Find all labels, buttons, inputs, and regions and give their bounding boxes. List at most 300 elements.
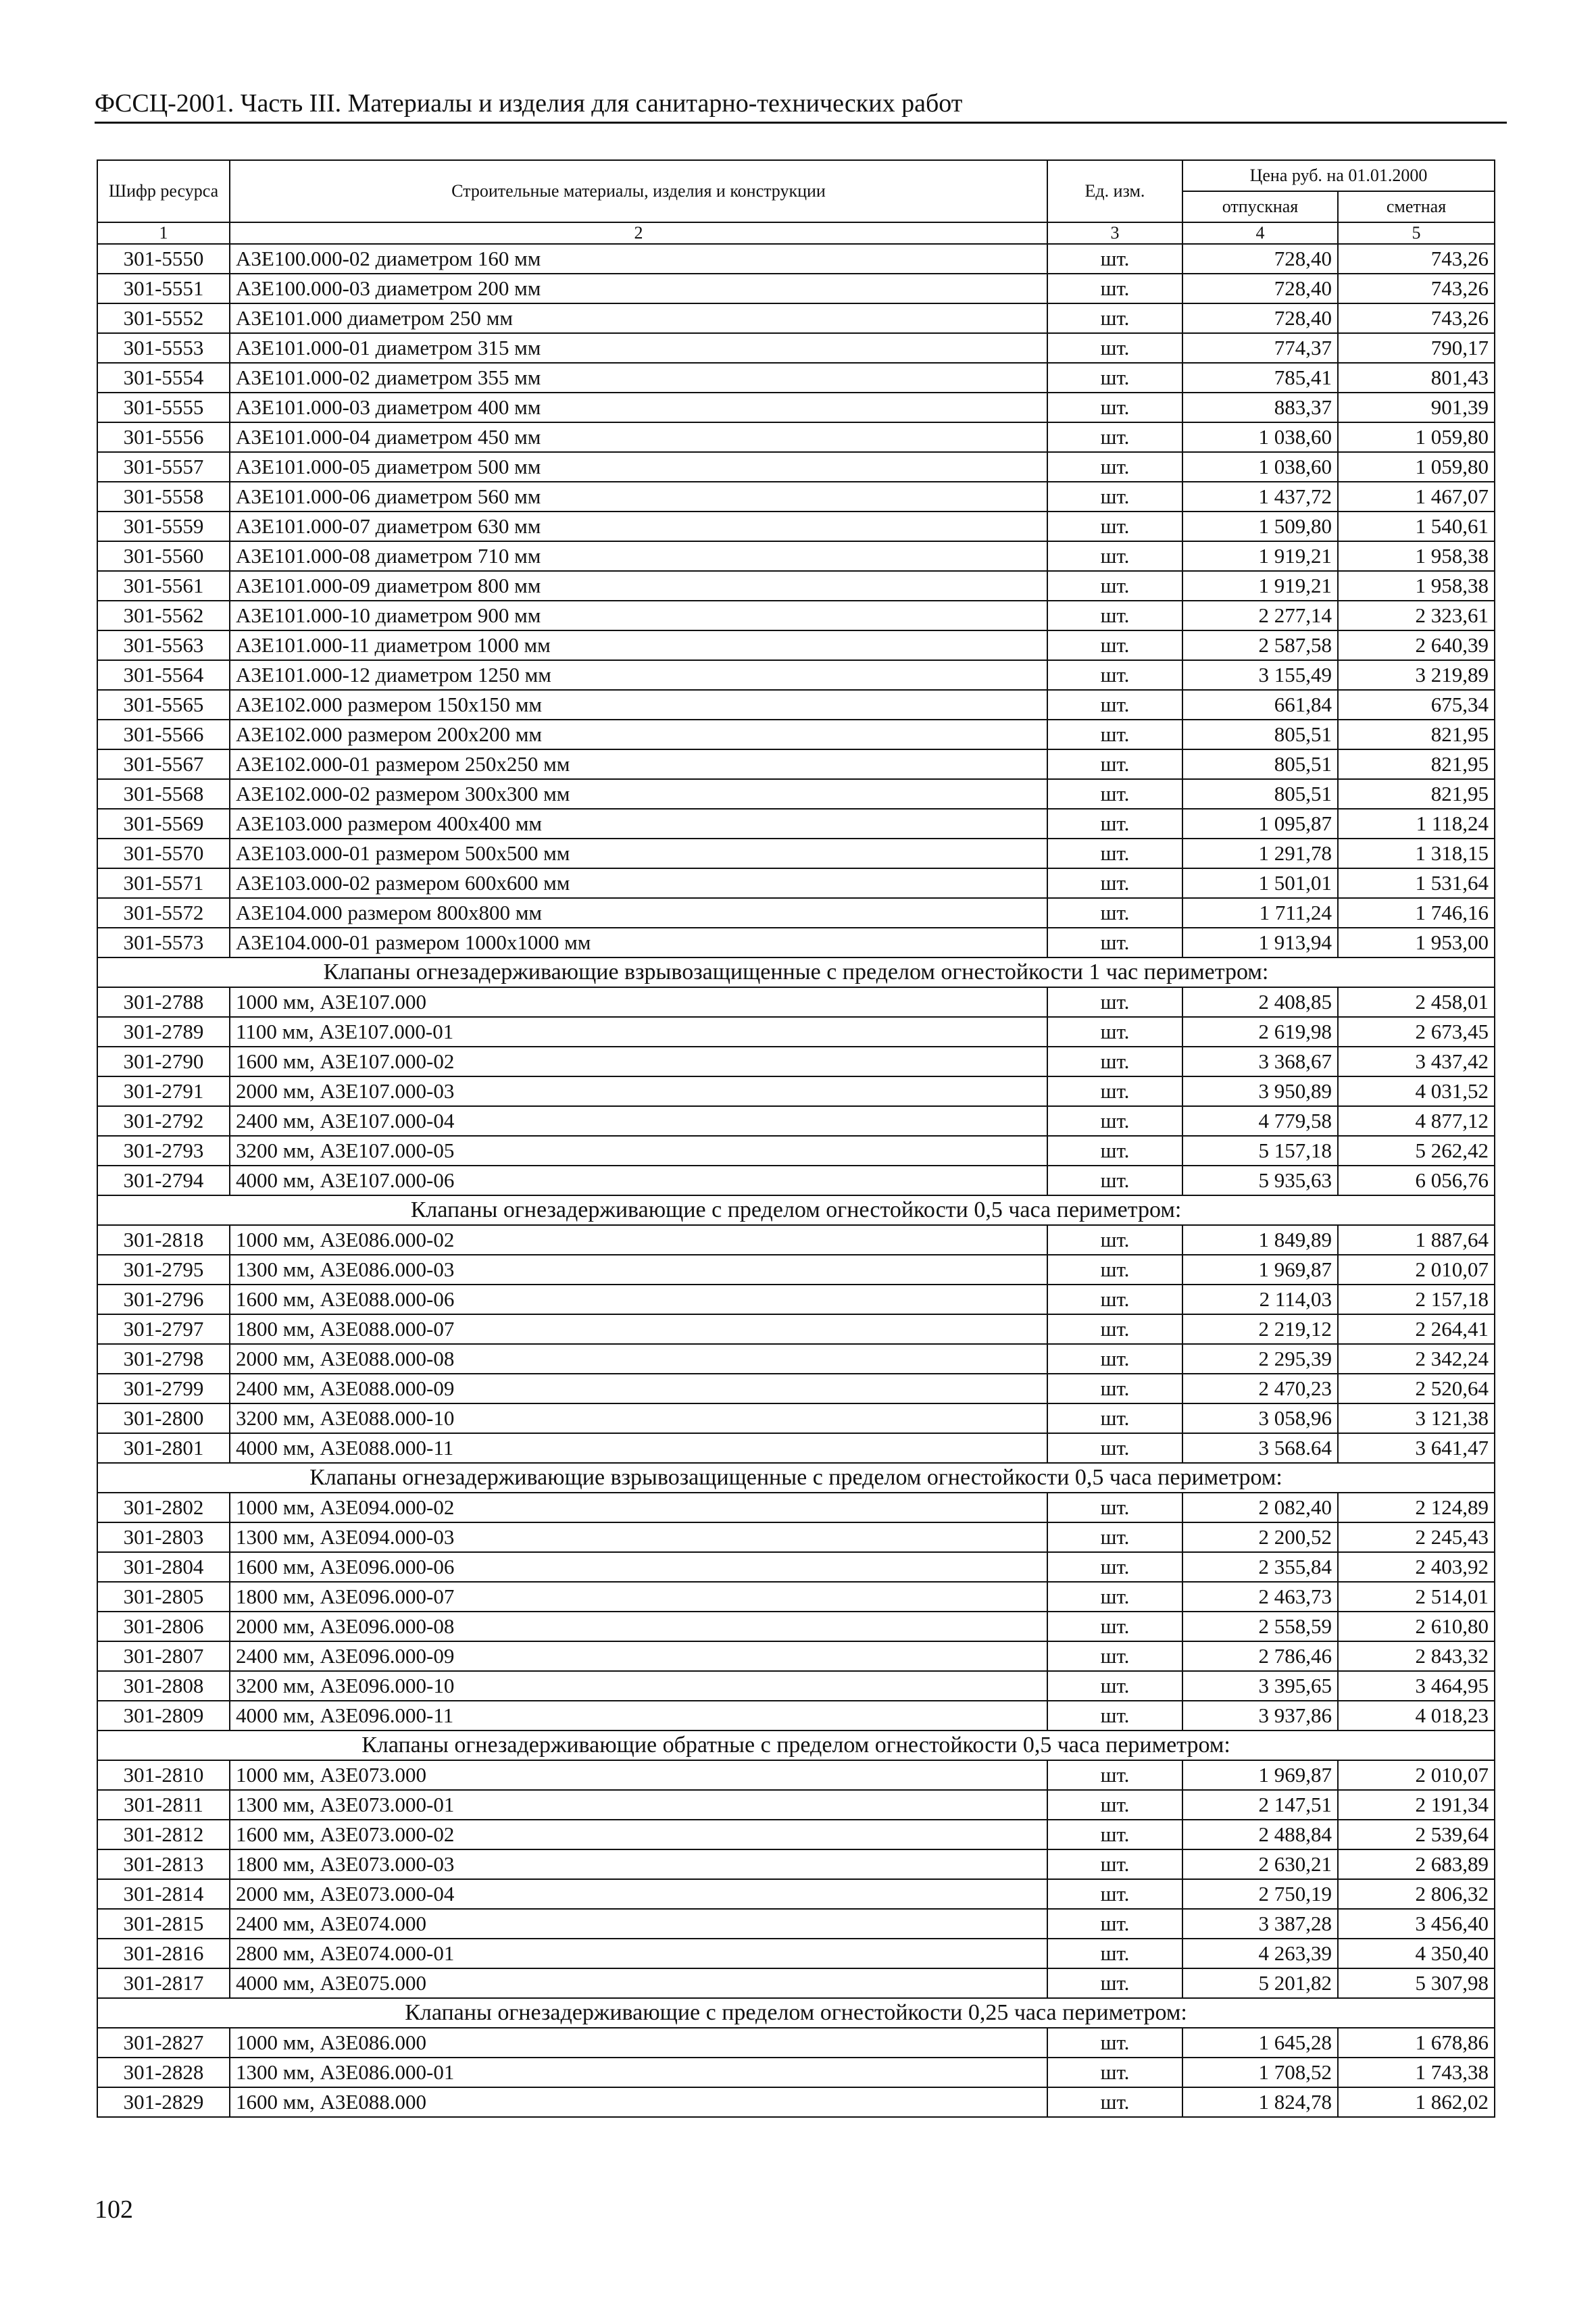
- table-row: [97, 393, 1495, 422]
- cell-unit: шт.: [1047, 541, 1182, 571]
- section-row: [97, 1463, 1495, 1493]
- cell-estimate-price: 2 806,32: [1338, 1879, 1495, 1909]
- cell-estimate-price: 743,26: [1338, 274, 1495, 303]
- col-header-code: Шифр ресурса: [97, 160, 230, 222]
- cell-estimate-price: 1 746,16: [1338, 898, 1495, 928]
- cell-unit: шт.: [1047, 839, 1182, 868]
- cell-code: 301-2800: [97, 1403, 230, 1433]
- section-heading: Клапаны огнезадерживающие с пределом огнестойкости 0,25 часа периметром:: [97, 1998, 1495, 2028]
- cell-estimate-price: 1 059,80: [1338, 422, 1495, 452]
- cell-name: А3Е101.000-07 диаметром 630 мм: [230, 512, 1047, 541]
- column-number: 3: [1047, 222, 1182, 244]
- cell-name: А3Е101.000-11 диаметром 1000 мм: [230, 630, 1047, 660]
- cell-estimate-price: 5 262,42: [1338, 1136, 1495, 1166]
- cell-code: 301-5569: [97, 809, 230, 839]
- cell-name: 1300 мм, А3Е086.000-03: [230, 1255, 1047, 1285]
- cell-release-price: 1 849,89: [1182, 1225, 1338, 1255]
- cell-estimate-price: 3 437,42: [1338, 1047, 1495, 1076]
- cell-code: 301-5559: [97, 512, 230, 541]
- cell-unit: шт.: [1047, 1641, 1182, 1671]
- cell-code: 301-2794: [97, 1166, 230, 1195]
- cell-code: 301-5564: [97, 660, 230, 690]
- cell-unit: шт.: [1047, 452, 1182, 482]
- cell-estimate-price: 4 350,40: [1338, 1939, 1495, 1968]
- cell-code: 301-2799: [97, 1374, 230, 1403]
- cell-name: 2000 мм, А3Е096.000-08: [230, 1612, 1047, 1641]
- cell-code: 301-2804: [97, 1552, 230, 1582]
- cell-unit: шт.: [1047, 571, 1182, 601]
- col-header-estimate: сметная: [1338, 191, 1495, 222]
- cell-name: А3Е101.000-06 диаметром 560 мм: [230, 482, 1047, 512]
- table-row: [97, 1017, 1495, 1047]
- cell-code: 301-5550: [97, 244, 230, 274]
- col-header-unit: Ед. изм.: [1047, 160, 1182, 222]
- cell-estimate-price: 2 610,80: [1338, 1612, 1495, 1641]
- cell-release-price: 4 263,39: [1182, 1939, 1338, 1968]
- col-header-name: Строительные материалы, изделия и конструкции: [230, 160, 1047, 222]
- section-row: [97, 957, 1495, 987]
- cell-name: А3Е103.000-02 размером 600x600 мм: [230, 868, 1047, 898]
- section-heading: Клапаны огнезадерживающие с пределом огнестойкости 0,5 часа периметром:: [97, 1195, 1495, 1225]
- cell-code: 301-2792: [97, 1106, 230, 1136]
- cell-unit: шт.: [1047, 1493, 1182, 1522]
- cell-estimate-price: 3 641,47: [1338, 1433, 1495, 1463]
- cell-code: 301-5573: [97, 928, 230, 957]
- cell-code: 301-5567: [97, 749, 230, 779]
- section-heading: Клапаны огнезадерживающие обратные с пределом огнестойкости 0,5 часа периметром:: [97, 1731, 1495, 1760]
- cell-release-price: 1 919,21: [1182, 541, 1338, 571]
- cell-estimate-price: 2 191,34: [1338, 1790, 1495, 1820]
- table-row: [97, 1582, 1495, 1612]
- table-row: [97, 898, 1495, 928]
- cell-name: 3200 мм, А3Е107.000-05: [230, 1136, 1047, 1166]
- table-row: [97, 452, 1495, 482]
- cell-release-price: 1 708,52: [1182, 2058, 1338, 2087]
- cell-estimate-price: 2 640,39: [1338, 630, 1495, 660]
- table-row: [97, 1671, 1495, 1701]
- cell-estimate-price: 901,39: [1338, 393, 1495, 422]
- section-row: [97, 1195, 1495, 1225]
- table-row: [97, 749, 1495, 779]
- table-row: [97, 1433, 1495, 1463]
- table-row: [97, 244, 1495, 274]
- table-row: [97, 1612, 1495, 1641]
- cell-release-price: 1 711,24: [1182, 898, 1338, 928]
- table-row: [97, 987, 1495, 1017]
- cell-name: 4000 мм, А3Е075.000: [230, 1968, 1047, 1998]
- cell-name: 2800 мм, А3Е074.000-01: [230, 1939, 1047, 1968]
- cell-unit: шт.: [1047, 1879, 1182, 1909]
- table-row: [97, 1255, 1495, 1285]
- cell-name: 1000 мм, А3Е086.000-02: [230, 1225, 1047, 1255]
- cell-unit: шт.: [1047, 1285, 1182, 1314]
- cell-estimate-price: 1 958,38: [1338, 571, 1495, 601]
- cell-name: 1300 мм, А3Е073.000-01: [230, 1790, 1047, 1820]
- table-row: [97, 809, 1495, 839]
- cell-name: А3Е102.000-02 размером 300x300 мм: [230, 779, 1047, 809]
- table-row: [97, 1790, 1495, 1820]
- cell-estimate-price: 821,95: [1338, 749, 1495, 779]
- cell-unit: шт.: [1047, 512, 1182, 541]
- cell-estimate-price: 1 467,07: [1338, 482, 1495, 512]
- cell-estimate-price: 2 514,01: [1338, 1582, 1495, 1612]
- cell-unit: шт.: [1047, 1968, 1182, 1998]
- cell-release-price: 2 219,12: [1182, 1314, 1338, 1344]
- cell-name: 1600 мм, А3Е107.000-02: [230, 1047, 1047, 1076]
- cell-code: 301-5565: [97, 690, 230, 720]
- cell-name: 1600 мм, А3Е073.000-02: [230, 1820, 1047, 1849]
- table-row: [97, 1136, 1495, 1166]
- cell-name: А3Е101.000-05 диаметром 500 мм: [230, 452, 1047, 482]
- cell-code: 301-2809: [97, 1701, 230, 1731]
- cell-release-price: 2 114,03: [1182, 1285, 1338, 1314]
- cell-name: А3Е101.000-04 диаметром 450 мм: [230, 422, 1047, 452]
- cell-release-price: 2 619,98: [1182, 1017, 1338, 1047]
- cell-unit: шт.: [1047, 2087, 1182, 2117]
- cell-unit: шт.: [1047, 779, 1182, 809]
- cell-name: 1600 мм, А3Е088.000-06: [230, 1285, 1047, 1314]
- cell-estimate-price: 2 245,43: [1338, 1522, 1495, 1552]
- cell-unit: шт.: [1047, 1314, 1182, 1344]
- cell-estimate-price: 5 307,98: [1338, 1968, 1495, 1998]
- cell-estimate-price: 2 264,41: [1338, 1314, 1495, 1344]
- cell-name: А3Е101.000-03 диаметром 400 мм: [230, 393, 1047, 422]
- cell-name: 1300 мм, А3Е086.000-01: [230, 2058, 1047, 2087]
- cell-name: А3Е100.000-02 диаметром 160 мм: [230, 244, 1047, 274]
- cell-estimate-price: 2 323,61: [1338, 601, 1495, 630]
- cell-code: 301-5554: [97, 363, 230, 393]
- cell-code: 301-2813: [97, 1849, 230, 1879]
- cell-unit: шт.: [1047, 1612, 1182, 1641]
- cell-release-price: 883,37: [1182, 393, 1338, 422]
- cell-release-price: 3 387,28: [1182, 1909, 1338, 1939]
- table-row: [97, 422, 1495, 452]
- table-row: [97, 1314, 1495, 1344]
- cell-code: 301-2818: [97, 1225, 230, 1255]
- cell-name: А3Е101.000-10 диаметром 900 мм: [230, 601, 1047, 630]
- cell-estimate-price: 3 121,38: [1338, 1403, 1495, 1433]
- col-header-release: отпускная: [1182, 191, 1338, 222]
- cell-release-price: 1 038,60: [1182, 422, 1338, 452]
- table-row: [97, 1106, 1495, 1136]
- table-row: [97, 1909, 1495, 1939]
- cell-code: 301-2798: [97, 1344, 230, 1374]
- cell-estimate-price: 1 958,38: [1338, 541, 1495, 571]
- cell-unit: шт.: [1047, 660, 1182, 690]
- cell-estimate-price: 2 458,01: [1338, 987, 1495, 1017]
- cell-unit: шт.: [1047, 630, 1182, 660]
- table-row: [97, 1879, 1495, 1909]
- cell-estimate-price: 1 118,24: [1338, 809, 1495, 839]
- cell-code: 301-2788: [97, 987, 230, 1017]
- cell-estimate-price: 821,95: [1338, 779, 1495, 809]
- cell-unit: шт.: [1047, 987, 1182, 1017]
- cell-code: 301-2812: [97, 1820, 230, 1849]
- table-row: [97, 512, 1495, 541]
- cell-name: 1800 мм, А3Е088.000-07: [230, 1314, 1047, 1344]
- cell-release-price: 2 082,40: [1182, 1493, 1338, 1522]
- cell-release-price: 728,40: [1182, 274, 1338, 303]
- table-row: [97, 303, 1495, 333]
- cell-code: 301-5552: [97, 303, 230, 333]
- cell-unit: шт.: [1047, 1909, 1182, 1939]
- cell-unit: шт.: [1047, 1522, 1182, 1552]
- cell-unit: шт.: [1047, 1225, 1182, 1255]
- cell-code: 301-2817: [97, 1968, 230, 1998]
- cell-estimate-price: 1 862,02: [1338, 2087, 1495, 2117]
- cell-unit: шт.: [1047, 1939, 1182, 1968]
- cell-unit: шт.: [1047, 928, 1182, 957]
- cell-release-price: 3 950,89: [1182, 1076, 1338, 1106]
- cell-release-price: 4 779,58: [1182, 1106, 1338, 1136]
- cell-code: 301-2816: [97, 1939, 230, 1968]
- cell-release-price: 2 587,58: [1182, 630, 1338, 660]
- cell-unit: шт.: [1047, 303, 1182, 333]
- cell-estimate-price: 1 540,61: [1338, 512, 1495, 541]
- cell-code: 301-2811: [97, 1790, 230, 1820]
- cell-release-price: 2 750,19: [1182, 1879, 1338, 1909]
- table-body: [97, 244, 1495, 2117]
- table-row: [97, 1493, 1495, 1522]
- cell-name: 4000 мм, А3Е107.000-06: [230, 1166, 1047, 1195]
- cell-unit: шт.: [1047, 1671, 1182, 1701]
- cell-code: 301-5558: [97, 482, 230, 512]
- table-row: [97, 1285, 1495, 1314]
- cell-release-price: 1 919,21: [1182, 571, 1338, 601]
- table-row: [97, 541, 1495, 571]
- cell-code: 301-2793: [97, 1136, 230, 1166]
- cell-estimate-price: 2 124,89: [1338, 1493, 1495, 1522]
- table-row: [97, 1820, 1495, 1849]
- cell-code: 301-5551: [97, 274, 230, 303]
- cell-code: 301-2789: [97, 1017, 230, 1047]
- price-table: [97, 159, 1495, 2118]
- section-heading: Клапаны огнезадерживающие взрывозащищенные с пределом огнестойкости 0,5 часа периметром:: [97, 1463, 1495, 1493]
- cell-release-price: 1 291,78: [1182, 839, 1338, 868]
- cell-estimate-price: 790,17: [1338, 333, 1495, 363]
- cell-unit: шт.: [1047, 749, 1182, 779]
- cell-code: 301-2803: [97, 1522, 230, 1552]
- table-row: [97, 660, 1495, 690]
- table-row: [97, 1374, 1495, 1403]
- cell-release-price: 805,51: [1182, 779, 1338, 809]
- cell-code: 301-2791: [97, 1076, 230, 1106]
- cell-code: 301-2795: [97, 1255, 230, 1285]
- table-row: [97, 779, 1495, 809]
- cell-release-price: 1 437,72: [1182, 482, 1338, 512]
- cell-code: 301-5562: [97, 601, 230, 630]
- cell-unit: шт.: [1047, 1433, 1182, 1463]
- cell-unit: шт.: [1047, 1076, 1182, 1106]
- cell-estimate-price: 821,95: [1338, 720, 1495, 749]
- cell-release-price: 5 201,82: [1182, 1968, 1338, 1998]
- table-row: [97, 1344, 1495, 1374]
- table-row: [97, 1760, 1495, 1790]
- cell-name: А3Е101.000 диаметром 250 мм: [230, 303, 1047, 333]
- cell-name: А3Е100.000-03 диаметром 200 мм: [230, 274, 1047, 303]
- cell-estimate-price: 1 531,64: [1338, 868, 1495, 898]
- table-row: [97, 1968, 1495, 1998]
- cell-name: 2000 мм, А3Е107.000-03: [230, 1076, 1047, 1106]
- cell-unit: шт.: [1047, 601, 1182, 630]
- cell-name: 2000 мм, А3Е088.000-08: [230, 1344, 1047, 1374]
- cell-release-price: 3 058,96: [1182, 1403, 1338, 1433]
- cell-name: 1000 мм, А3Е094.000-02: [230, 1493, 1047, 1522]
- column-numbers-row: [97, 222, 1495, 244]
- cell-unit: шт.: [1047, 1344, 1182, 1374]
- cell-estimate-price: 1 059,80: [1338, 452, 1495, 482]
- cell-release-price: 2 200,52: [1182, 1522, 1338, 1552]
- cell-code: 301-2807: [97, 1641, 230, 1671]
- cell-release-price: 785,41: [1182, 363, 1338, 393]
- cell-name: 1000 мм, А3Е107.000: [230, 987, 1047, 1017]
- cell-unit: шт.: [1047, 1136, 1182, 1166]
- cell-code: 301-2790: [97, 1047, 230, 1076]
- cell-unit: шт.: [1047, 1552, 1182, 1582]
- cell-release-price: 2 786,46: [1182, 1641, 1338, 1671]
- cell-name: А3Е103.000 размером 400x400 мм: [230, 809, 1047, 839]
- table-row: [97, 1849, 1495, 1879]
- cell-release-price: 1 095,87: [1182, 809, 1338, 839]
- cell-code: 301-5571: [97, 868, 230, 898]
- cell-code: 301-2796: [97, 1285, 230, 1314]
- cell-estimate-price: 801,43: [1338, 363, 1495, 393]
- table-row: [97, 601, 1495, 630]
- cell-unit: шт.: [1047, 333, 1182, 363]
- cell-release-price: 2 408,85: [1182, 987, 1338, 1017]
- cell-estimate-price: 2 539,64: [1338, 1820, 1495, 1849]
- cell-release-price: 661,84: [1182, 690, 1338, 720]
- column-number: 2: [230, 222, 1047, 244]
- cell-estimate-price: 6 056,76: [1338, 1166, 1495, 1195]
- cell-unit: шт.: [1047, 1106, 1182, 1136]
- table-row: [97, 630, 1495, 660]
- cell-code: 301-5572: [97, 898, 230, 928]
- column-number: 1: [97, 222, 230, 244]
- cell-release-price: 3 368,67: [1182, 1047, 1338, 1076]
- cell-release-price: 1 501,01: [1182, 868, 1338, 898]
- cell-code: 301-5561: [97, 571, 230, 601]
- cell-estimate-price: 3 456,40: [1338, 1909, 1495, 1939]
- cell-unit: шт.: [1047, 1255, 1182, 1285]
- section-heading: Клапаны огнезадерживающие взрывозащищенные с пределом огнестойкости 1 час периметром:: [97, 957, 1495, 987]
- cell-estimate-price: 1 318,15: [1338, 839, 1495, 868]
- table-row: [97, 1641, 1495, 1671]
- cell-code: 301-5553: [97, 333, 230, 363]
- cell-unit: шт.: [1047, 690, 1182, 720]
- cell-release-price: 3 937,86: [1182, 1701, 1338, 1731]
- cell-estimate-price: 2 157,18: [1338, 1285, 1495, 1314]
- cell-code: 301-2828: [97, 2058, 230, 2087]
- cell-release-price: 3 155,49: [1182, 660, 1338, 690]
- table-row: [97, 1522, 1495, 1552]
- cell-release-price: 1 969,87: [1182, 1255, 1338, 1285]
- section-row: [97, 1731, 1495, 1760]
- cell-release-price: 774,37: [1182, 333, 1338, 363]
- cell-unit: шт.: [1047, 393, 1182, 422]
- cell-estimate-price: 2 403,92: [1338, 1552, 1495, 1582]
- cell-release-price: 805,51: [1182, 749, 1338, 779]
- table-row: [97, 2058, 1495, 2087]
- cell-unit: шт.: [1047, 1017, 1182, 1047]
- cell-estimate-price: 4 031,52: [1338, 1076, 1495, 1106]
- cell-estimate-price: 1 678,86: [1338, 2028, 1495, 2058]
- cell-release-price: 1 509,80: [1182, 512, 1338, 541]
- cell-code: 301-5570: [97, 839, 230, 868]
- cell-release-price: 1 038,60: [1182, 452, 1338, 482]
- cell-name: А3Е101.000-02 диаметром 355 мм: [230, 363, 1047, 393]
- cell-unit: шт.: [1047, 1849, 1182, 1879]
- cell-code: 301-2814: [97, 1879, 230, 1909]
- cell-unit: шт.: [1047, 898, 1182, 928]
- cell-unit: шт.: [1047, 1047, 1182, 1076]
- cell-estimate-price: 4 018,23: [1338, 1701, 1495, 1731]
- cell-name: А3Е102.000 размером 200x200 мм: [230, 720, 1047, 749]
- cell-name: 4000 мм, А3Е096.000-11: [230, 1701, 1047, 1731]
- table-row: [97, 928, 1495, 957]
- cell-name: 1600 мм, А3Е096.000-06: [230, 1552, 1047, 1582]
- cell-name: А3Е101.000-12 диаметром 1250 мм: [230, 660, 1047, 690]
- column-number: 5: [1338, 222, 1495, 244]
- cell-name: А3Е102.000 размером 150x150 мм: [230, 690, 1047, 720]
- col-header-price: Цена руб. на 01.01.2000: [1182, 160, 1495, 191]
- cell-name: 1800 мм, А3Е073.000-03: [230, 1849, 1047, 1879]
- cell-unit: шт.: [1047, 363, 1182, 393]
- cell-unit: шт.: [1047, 1374, 1182, 1403]
- table-row: [97, 274, 1495, 303]
- cell-name: А3Е101.000-01 диаметром 315 мм: [230, 333, 1047, 363]
- cell-code: 301-2805: [97, 1582, 230, 1612]
- table-row: [97, 1939, 1495, 1968]
- table-row: [97, 1076, 1495, 1106]
- cell-estimate-price: 743,26: [1338, 303, 1495, 333]
- table-row: [97, 1047, 1495, 1076]
- table-row: [97, 1225, 1495, 1255]
- cell-name: 1600 мм, А3Е088.000: [230, 2087, 1047, 2117]
- table-row: [97, 363, 1495, 393]
- cell-estimate-price: 2 520,64: [1338, 1374, 1495, 1403]
- cell-name: 3200 мм, А3Е096.000-10: [230, 1671, 1047, 1701]
- cell-code: 301-2806: [97, 1612, 230, 1641]
- cell-unit: шт.: [1047, 1790, 1182, 1820]
- cell-name: А3Е103.000-01 размером 500x500 мм: [230, 839, 1047, 868]
- section-row: [97, 1998, 1495, 2028]
- cell-unit: шт.: [1047, 2058, 1182, 2087]
- cell-release-price: 1 824,78: [1182, 2087, 1338, 2117]
- cell-unit: шт.: [1047, 482, 1182, 512]
- table-row: [97, 482, 1495, 512]
- cell-name: А3Е101.000-09 диаметром 800 мм: [230, 571, 1047, 601]
- cell-unit: шт.: [1047, 868, 1182, 898]
- cell-release-price: 3 568.64: [1182, 1433, 1338, 1463]
- cell-code: 301-5560: [97, 541, 230, 571]
- table-row: [97, 571, 1495, 601]
- cell-code: 301-5563: [97, 630, 230, 660]
- cell-unit: шт.: [1047, 1760, 1182, 1790]
- cell-release-price: 728,40: [1182, 244, 1338, 274]
- cell-release-price: 2 558,59: [1182, 1612, 1338, 1641]
- cell-code: 301-2801: [97, 1433, 230, 1463]
- cell-code: 301-2808: [97, 1671, 230, 1701]
- table-row: [97, 720, 1495, 749]
- cell-code: 301-2815: [97, 1909, 230, 1939]
- cell-release-price: 728,40: [1182, 303, 1338, 333]
- cell-release-price: 5 157,18: [1182, 1136, 1338, 1166]
- cell-release-price: 2 277,14: [1182, 601, 1338, 630]
- column-number: 4: [1182, 222, 1338, 244]
- cell-release-price: 2 295,39: [1182, 1344, 1338, 1374]
- cell-code: 301-5555: [97, 393, 230, 422]
